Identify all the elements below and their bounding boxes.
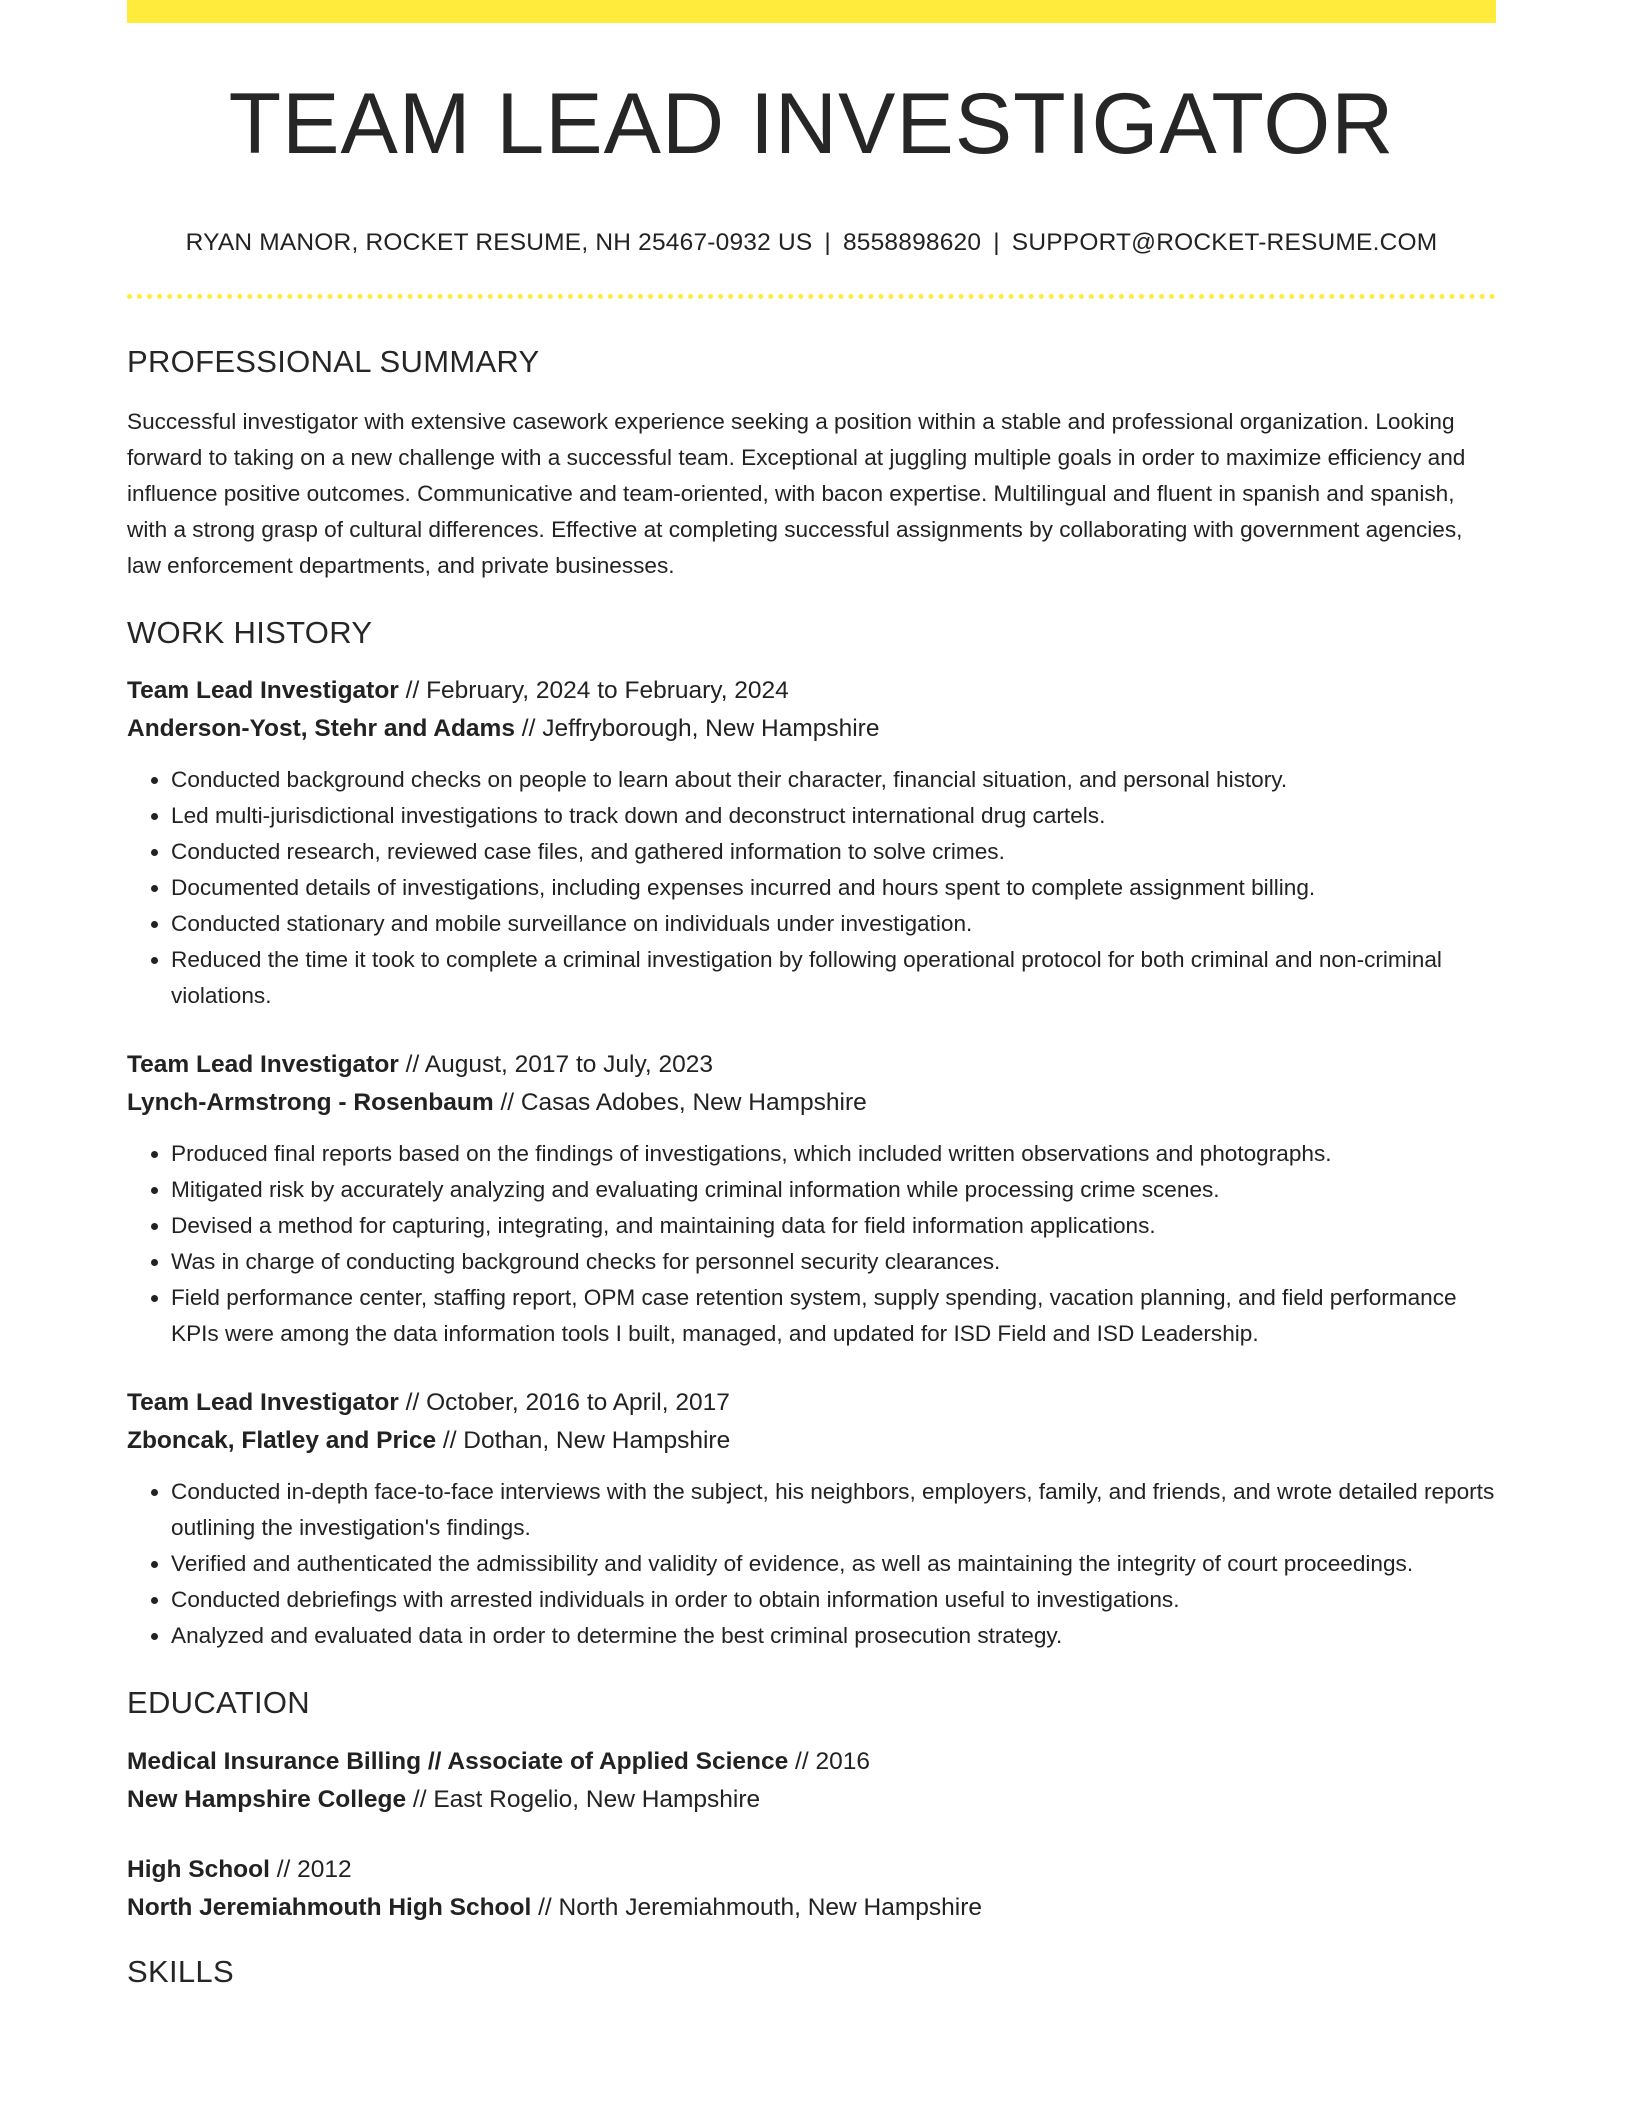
list-item: • Devised a method for capturing, integrating, and maintaining data for field information applications.: [171, 1208, 1496, 1244]
education-degree: High School: [127, 1855, 270, 1883]
job-title-line: [127, 672, 1496, 710]
list-item: • Conducted research, reviewed case files, and gathered information to solve crimes.: [171, 834, 1496, 870]
job-location: // Jeffryborough, New Hampshire: [521, 714, 880, 742]
education-year: // 2016: [795, 1747, 870, 1775]
job-location: // Dothan, New Hampshire: [442, 1426, 731, 1454]
education-school: North Jeremiahmouth High School: [127, 1893, 532, 1921]
job-title: Team Lead Investigator: [127, 676, 399, 704]
section-heading-education: EDUCATION: [127, 1684, 310, 1720]
list-item: • Led multi-jurisdictional investigations to track down and deconstruct international drug cartels.: [171, 798, 1496, 834]
list-item: • Conducted stationary and mobile surveillance on individuals under investigation.: [171, 906, 1496, 942]
list-item: • Conducted debriefings with arrested individuals in order to obtain information useful to investigations.: [171, 1582, 1496, 1618]
list-item: • Documented details of investigations, including expenses incurred and hours spent to complete assignment billing.: [171, 870, 1496, 906]
list-item: • Analyzed and evaluated data in order to determine the best criminal prosecution strategy.: [171, 1618, 1496, 1654]
education-entry: [127, 1851, 1496, 1927]
summary-text: Successful investigator with extensive casework experience seeking a position within a stable and professional organization. Looking forward to taking on a new challenge with a successful team. Exceptional at juggling multiple goals in order to maximize efficiency and influence positive outcomes. Communicative and team-oriented, with bacon expertise. Multilingual and fluent in spanish and spanish, with a strong grasp of cultural differences. Effective at completing successful assignments by collaborating with government agencies, law enforcement departments, and private businesses.: [127, 409, 1466, 579]
section-heading-work-history: WORK HISTORY: [127, 615, 373, 651]
job-entry: [127, 672, 1496, 1014]
job-dates: // October, 2016 to April, 2017: [405, 1388, 730, 1416]
job-employer-line: [127, 1422, 1496, 1460]
job-dates: // August, 2017 to July, 2023: [405, 1050, 714, 1078]
education-location: // North Jeremiahmouth, New Hampshire: [538, 1893, 982, 1921]
job-employer: Zboncak, Flatley and Price: [127, 1426, 437, 1454]
job-employer: Anderson-Yost, Stehr and Adams: [127, 714, 515, 742]
list-item: • Produced final reports based on the findings of investigations, which included written observations and photographs.: [171, 1136, 1496, 1172]
education-degree-line: [127, 1851, 1496, 1889]
contact-address: RYAN MANOR, ROCKET RESUME, NH 25467-0932 US: [185, 229, 813, 257]
section-heading-summary: PROFESSIONAL SUMMARY: [127, 344, 540, 380]
education-entry: [127, 1743, 1496, 1819]
job-title: Team Lead Investigator: [127, 1050, 399, 1078]
job-employer-line: [127, 710, 1496, 748]
education-school-line: [127, 1781, 1496, 1819]
education-year: // 2012: [276, 1855, 352, 1883]
list-item: • Was in charge of conducting background checks for personnel security clearances.: [171, 1244, 1496, 1280]
list-item: • Field performance center, staffing report, OPM case retention system, supply spending, vacation planning, and field performance KPIs were among the data information tools I built, managed, and updated for ISD Field and ISD Leadership.: [171, 1280, 1496, 1352]
education-degree: Medical Insurance Billing // Associate of Applied Science: [127, 1747, 789, 1775]
list-item: • Conducted in-depth face-to-face interviews with the subject, his neighbors, employers, family, and friends, and wrote detailed reports outlining the investigation's findings.: [171, 1474, 1496, 1546]
dotted-divider: [127, 294, 1496, 299]
list-item: • Conducted background checks on people to learn about their character, financial situation, and personal history.: [171, 762, 1496, 798]
job-bullets: [127, 1474, 1496, 1654]
job-dates: // February, 2024 to February, 2024: [405, 676, 789, 704]
accent-top-bar: [127, 0, 1496, 23]
job-employer: Lynch-Armstrong - Rosenbaum: [127, 1088, 494, 1116]
contact-phone[interactable]: 8558898620: [842, 229, 982, 257]
resume-title: TEAM LEAD INVESTIGATOR: [228, 76, 1395, 172]
job-bullets: [127, 762, 1496, 1014]
job-title-line: [127, 1384, 1496, 1422]
contact-separator: |: [993, 229, 1000, 257]
job-employer-line: [127, 1084, 1496, 1122]
education-degree-line: [127, 1743, 1496, 1781]
job-title-line: [127, 1046, 1496, 1084]
section-heading-skills: SKILLS: [127, 1953, 234, 1989]
contact-email[interactable]: SUPPORT@ROCKET-RESUME.COM: [1011, 229, 1438, 257]
job-title: Team Lead Investigator: [127, 1388, 399, 1416]
contact-line: [127, 229, 1496, 257]
job-location: // Casas Adobes, New Hampshire: [500, 1088, 867, 1116]
resume-content: [127, 23, 1496, 1990]
job-entry: [127, 1384, 1496, 1654]
list-item: • Mitigated risk by accurately analyzing and evaluating criminal information while processing crime scenes.: [171, 1172, 1496, 1208]
job-entry: [127, 1046, 1496, 1352]
job-bullets: [127, 1136, 1496, 1352]
contact-separator: |: [824, 229, 831, 257]
list-item: • Reduced the time it took to complete a criminal investigation by following operational protocol for both criminal and non-criminal violations.: [171, 942, 1496, 1014]
education-school: New Hampshire College: [127, 1785, 407, 1813]
education-school-line: [127, 1889, 1496, 1927]
education-location: // East Rogelio, New Hampshire: [412, 1785, 761, 1813]
list-item: • Verified and authenticated the admissibility and validity of evidence, as well as maintaining the integrity of court proceedings.: [171, 1546, 1496, 1582]
